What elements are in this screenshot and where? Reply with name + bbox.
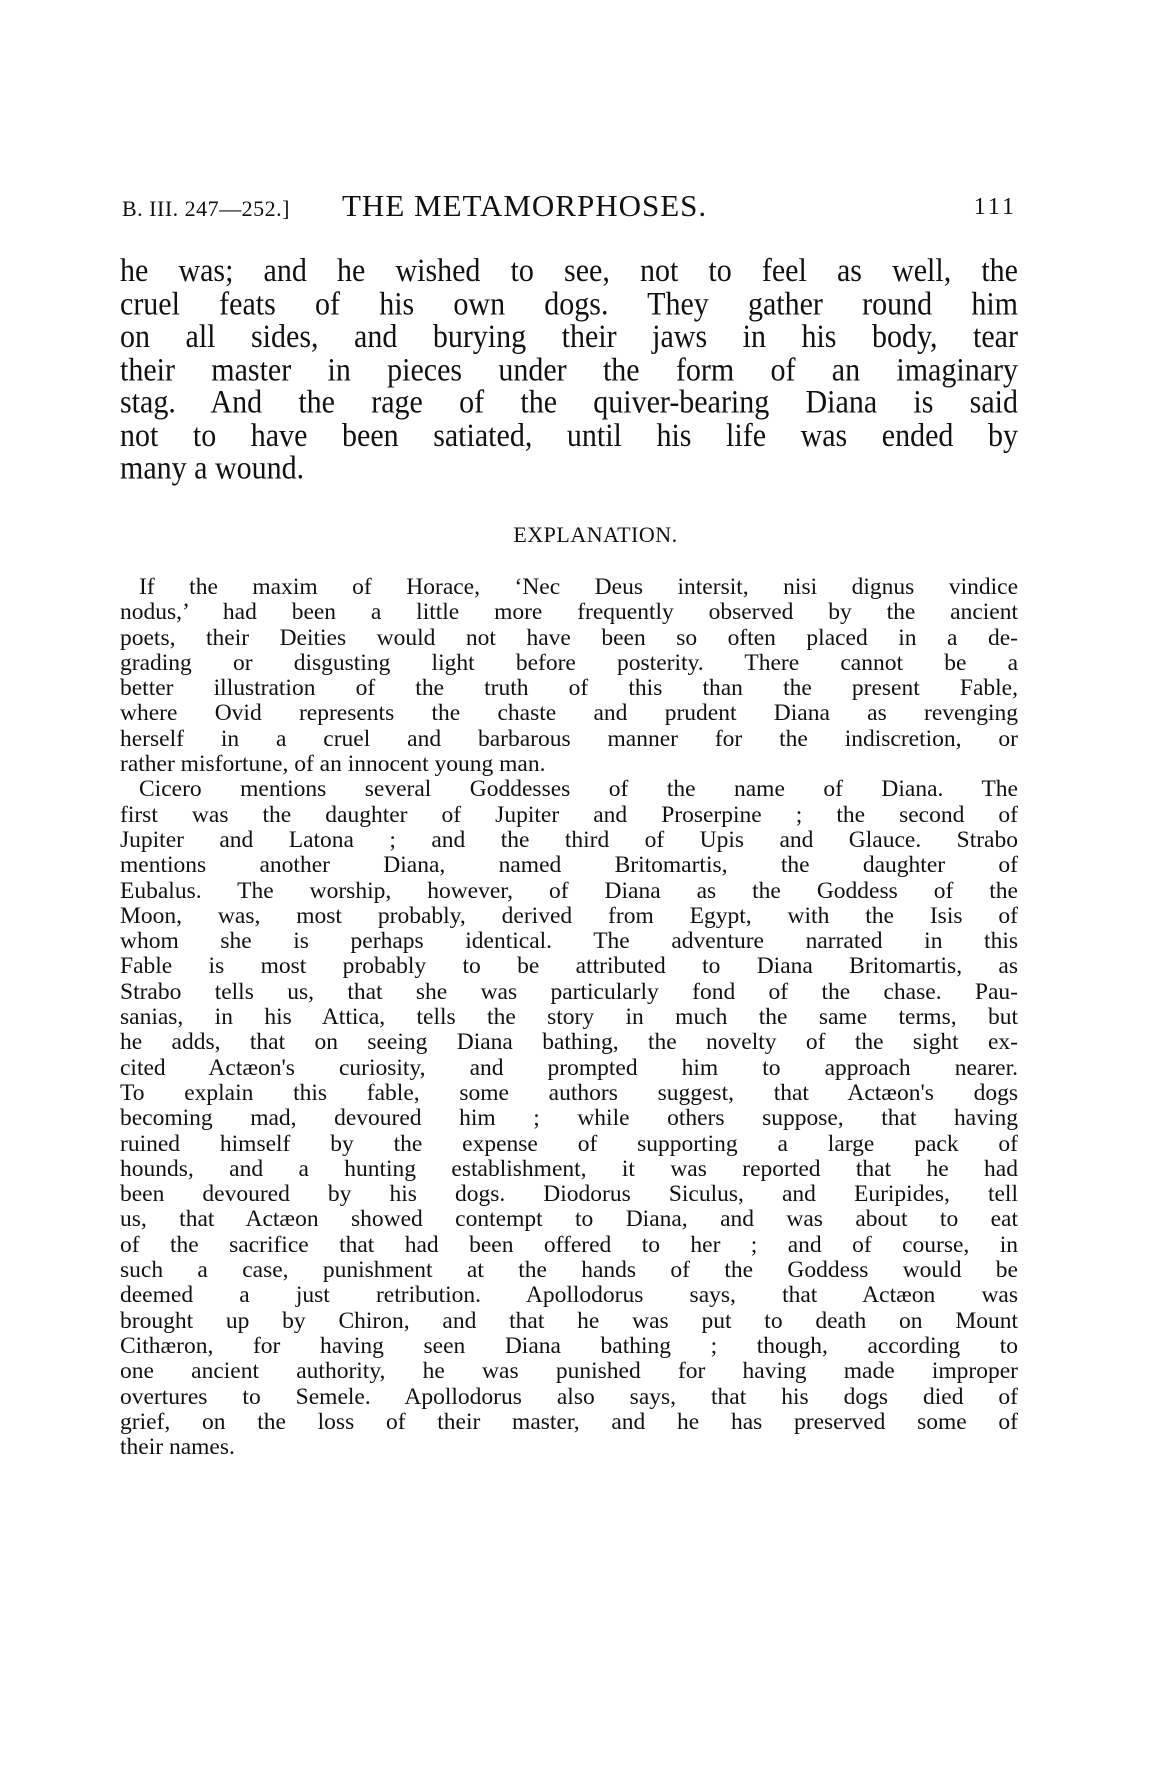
text-line: deemed a just retribution. Apollodorus says, that Actæon was [120, 1282, 1018, 1309]
text-line: us, that Actæon showed contempt to Diana, and was about to eat [120, 1206, 1018, 1233]
text-line: If the maxim of Horace, ‘Nec Deus intersit, nisi dignus vindice [139, 574, 1018, 600]
text-line: their master in pieces under the form of an imaginary [120, 351, 1018, 388]
text-line: brought up by Chiron, and that he was put to death on Mount [120, 1307, 1018, 1334]
text-line: been devoured by his dogs. Diodorus Siculus, and Euripides, tell [120, 1181, 1018, 1208]
text-line: hounds, and a hunting establishment, it was reported that he had [120, 1155, 1018, 1182]
text-line: Strabo tells us, that she was particularly fond of the chase. Pau- [120, 978, 1018, 1005]
book-title: THE METAMORPHOSES. [342, 188, 708, 223]
text-line: overtures to Semele. Apollodorus also says, that his dogs died of [120, 1383, 1018, 1410]
text-line: whom she is perhaps identical. The adventure narrated in this [120, 928, 1018, 955]
text-line: To explain this fable, some authors suggest, that Actæon's dogs [120, 1079, 1018, 1106]
text-line: Jupiter and Latona ; and the third of Upis and Glauce. Strabo [120, 826, 1018, 853]
page-number: 111 [973, 194, 1017, 220]
text-line: grief, on the loss of their master, and he has preserved some of [120, 1408, 1018, 1435]
text-line: sanias, in his Attica, tells the story in much the same terms, but [120, 1004, 1018, 1031]
text-line: of the sacrifice that had been offered to her ; and of course, in [120, 1231, 1018, 1258]
text-line: many a wound. [120, 450, 305, 487]
text-line: where Ovid represents the chaste and prudent Diana as revenging [120, 700, 1018, 727]
text-line: herself in a cruel and barbarous manner for the indiscretion, or [120, 725, 1018, 752]
section-reference: B. III. 247—252.] [122, 196, 290, 221]
text-line: ruined himself by the expense of supporting a large pack of [120, 1130, 1018, 1157]
text-line: grading or disgusting light before posterity. There cannot be a [120, 649, 1018, 676]
text-line: their names. [120, 1434, 235, 1461]
text-line: cited Actæon's curiosity, and prompted him to approach nearer. [120, 1054, 1018, 1081]
explanation-text [120, 575, 1018, 1460]
text-line: becoming mad, devoured him ; while others suppose, that having [120, 1105, 1018, 1132]
text-line: first was the daughter of Jupiter and Proserpine ; the second of [120, 801, 1018, 828]
text-line: Cicero mentions several Goddesses of the name of Diana. The [139, 776, 1018, 803]
text-line: better illustration of the truth of this than the present Fable, [120, 675, 1018, 702]
paragraph [120, 777, 1018, 1460]
text-line: he adds, that on seeing Diana bathing, the novelty of the sight ex- [120, 1029, 1018, 1056]
text-line: rather misfortune, of an innocent young man. [120, 751, 546, 778]
text-line: he was; and he wished to see, not to feel as well, the [120, 252, 1018, 289]
text-line: Moon, was, most probably, derived from Egypt, with the Isis of [120, 902, 1018, 929]
text-line: poets, their Deities would not have been so often placed in a de- [120, 624, 1018, 651]
text-line: on all sides, and burying their jaws in his body, tear [120, 318, 1018, 355]
text-line: Fable is most probably to be attributed to Diana Britomartis, as [120, 953, 1018, 980]
text-line: not to have been satiated, until his life was ended by [120, 417, 1018, 454]
text-line: one ancient authority, he was punished for having made improper [120, 1358, 1018, 1385]
running-header [122, 188, 1017, 224]
text-line: stag. And the rage of the quiver-bearing Diana is said [120, 384, 1018, 421]
text-line: cruel feats of his own dogs. They gather round him [120, 285, 1018, 322]
text-line: nodus,’ had been a little more frequently observed by the ancient [120, 599, 1018, 626]
text-line: such a case, punishment at the hands of the Goddess would be [120, 1257, 1018, 1284]
section-heading: EXPLANATION. [513, 522, 678, 547]
text-line: Cithæron, for having seen Diana bathing ; though, according to [120, 1332, 1018, 1359]
text-line: mentions another Diana, named Britomartis, the daughter of [120, 852, 1018, 879]
text-line: Eubalus. The worship, however, of Diana as the Goddess of the [120, 877, 1018, 904]
paragraph [120, 575, 1018, 777]
translation-text [120, 252, 1018, 487]
